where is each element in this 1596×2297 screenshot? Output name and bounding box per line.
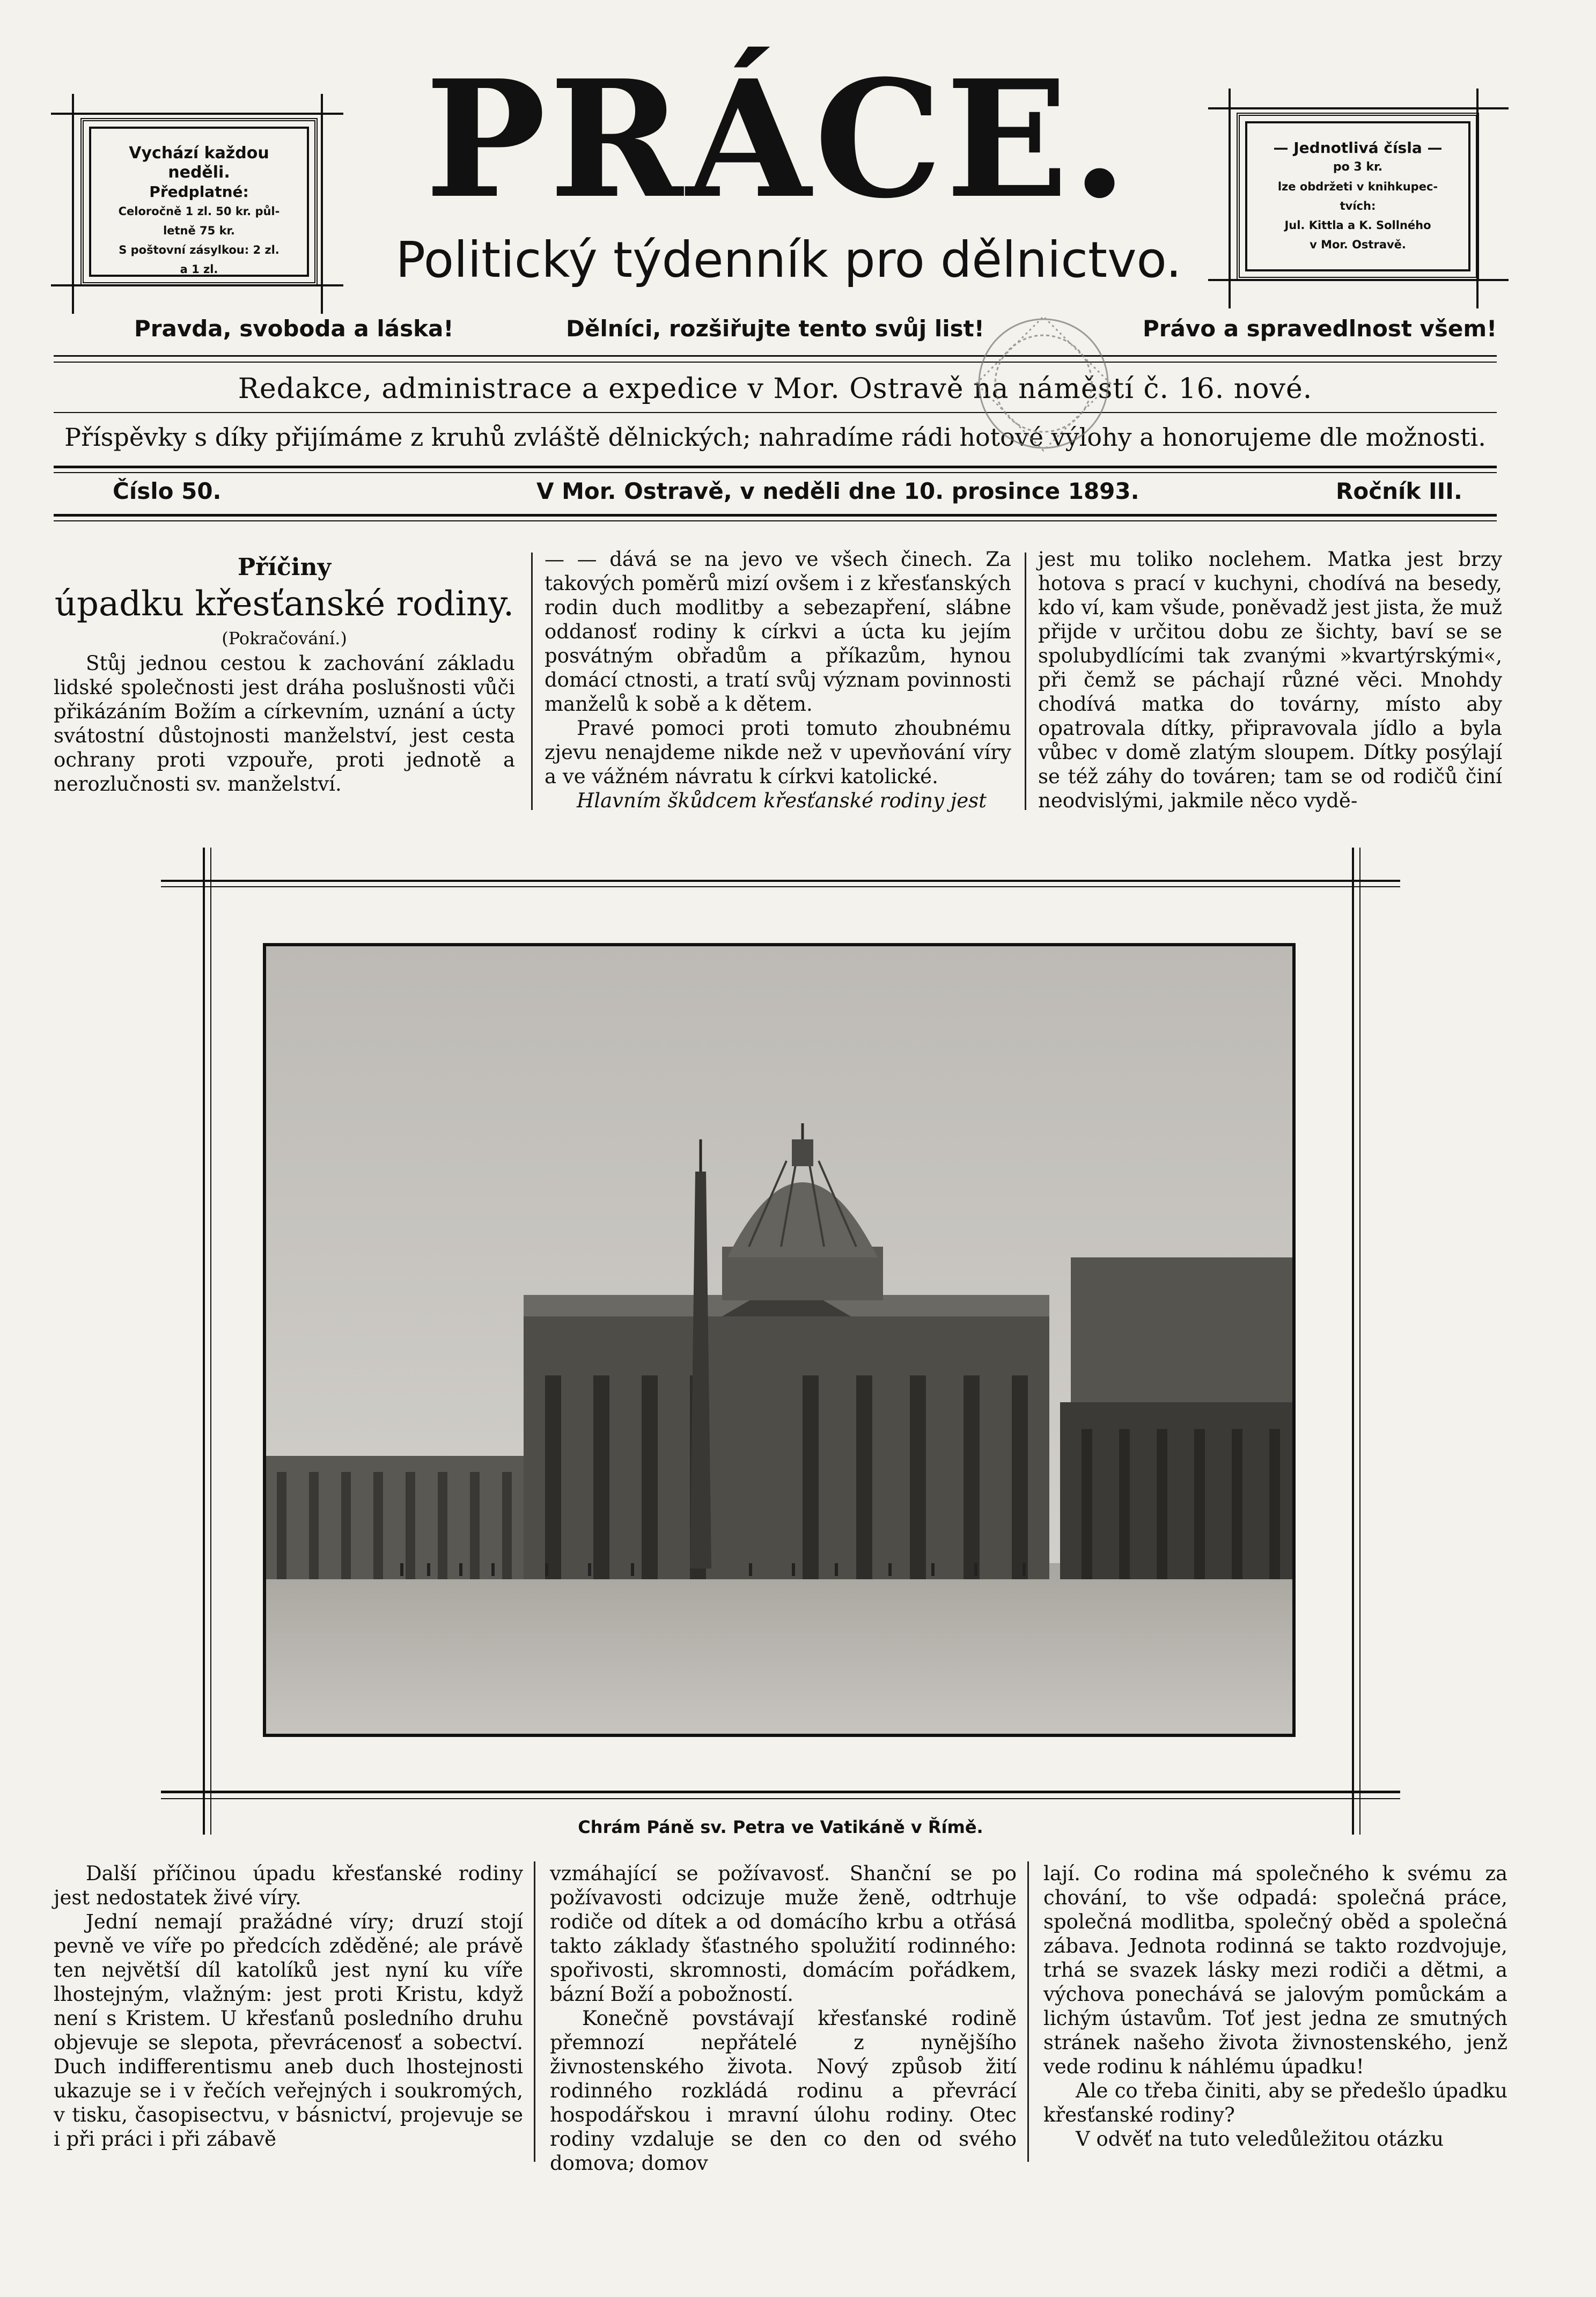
article-paragraph: jest mu toliko noclehem. Matka jest brzy hotova s prací v kuchyni, chodívá na besedy, kdo ví, kam všude, poněvadž jest jista, že muž přijde v určitou dobu ze šichty, baví se se spolubydlícími tak zvanými »kvartýrskými«, při čemž se páchají různé věci. Mnohdy chodívá matka do továrny, místo aby opatrovala dítky, připravovala jídlo a byla vůbec v domě zlatým sloupem. Dítky posýlají se též záhy do továren; tam se od rodičů činí neodvislými, jakmile něco vydě- (1038, 548, 1502, 812)
single-issue-line-4: tvích: (1340, 200, 1376, 212)
single-issue-box (1237, 113, 1479, 280)
right-box-rule-left (1229, 89, 1231, 308)
frame-rule-left (203, 848, 205, 1835)
article-paragraph: Ale co třeba činiti, aby se předešlo úpadku křesťanské rodiny? (1043, 2079, 1507, 2126)
article-column-6 (1043, 1861, 1507, 2151)
masthead-rule-3 (54, 466, 1497, 468)
frame-rule-right (1352, 848, 1354, 1835)
newspaper-title: PRÁCE. (425, 45, 1131, 234)
single-issue-line-6: v Mor. Ostravě. (1310, 238, 1406, 251)
left-box-rule-right (321, 94, 323, 314)
column-divider (531, 553, 533, 810)
newspaper-subtitle: Politický týdenník pro dělnictvo. (395, 231, 1182, 289)
single-issue-line-5: Jul. Kittla a K. Sollného (1284, 219, 1431, 232)
single-issue-line-3: lze obdržeti v knihkupec- (1277, 180, 1438, 193)
article-paragraph: Jední nemají pražádné víry; druzí stojí pevně ve víře po předcích zděděné; ale právě ten největší díl katolíků jest nyní ku víře lhostejným, vlažným: jest proti Kristu, když není s Kristem. U křesťanů posledního druhu objevuje se slepota, převrácenosť a sobectví. Duch indifferentismu aneb duch lhostejnosti ukazuje se i v řečích veřejných i soukromých, v tisku, časopisectvu, v básnictví, projevuje se i při práci i při zábavě (54, 1910, 523, 2151)
issue-date: V Mor. Ostravě, v neděli dne 10. prosince 1893. (536, 478, 1139, 504)
column-divider (1027, 1861, 1029, 2162)
column-divider (1025, 553, 1026, 810)
article-column-5 (550, 1861, 1017, 2175)
masthead-rule-1b (54, 362, 1497, 363)
article-column-1 (54, 553, 515, 796)
masthead-rule-1 (54, 355, 1497, 357)
article-paragraph: Další příčinou úpadu křesťanské rodiny jest nedostatek živé víry. (54, 1862, 523, 1909)
article-continued: (Pokračování.) (222, 628, 347, 649)
subscription-line-4: letně 75 kr. (163, 224, 235, 237)
article-paragraph: V odvěť na tuto veledůležitou otázku (1076, 2127, 1444, 2151)
masthead-rule-4 (54, 514, 1497, 517)
subscription-box (80, 118, 318, 285)
article-title: úpadku křesťanské rodiny. (54, 584, 514, 624)
article-paragraph: Hlavním škůdcem křesťanské rodiny jest (577, 789, 987, 812)
basilica-illustration (266, 946, 1292, 1734)
volume-number: Ročník III. (1336, 478, 1462, 504)
masthead-rule-4b (54, 520, 1497, 521)
frame-rule-top (161, 880, 1400, 882)
frame-rule-bottom (161, 1791, 1400, 1793)
masthead-rule-2 (54, 412, 1497, 413)
article-column-3 (1038, 547, 1502, 813)
figure-caption: Chrám Páně sv. Petra ve Vatikáně v Římě. (578, 1817, 983, 1837)
motto-right: Právo a spravedlnost všem! (1143, 315, 1497, 342)
postal-stamp (966, 306, 1121, 461)
article-paragraph: Konečně povstávají křesťanské rodině přemnozí nepřátelé z nynějšího živnostenského života. Nový způsob žití rodinného rozkládá rodinu a převrácí hospodářskou i mravní úlohu rodiny. Otec rodiny vzdaluje se den co den od svého domova; domov (550, 2007, 1017, 2175)
issue-number: Číslo 50. (113, 478, 222, 504)
left-box-rule-left (72, 94, 74, 314)
subscription-line-1: Vychází každou neděli. (129, 144, 269, 182)
article-paragraph: Stůj jednou cestou k zachování základu lidské společnosti jest dráha poslušnosti vůči přikázáním Božím a církevním, uznání a úcty svátostní důstojnosti manželství, jest cesta ochrany proti vzpouře, proti jednotě a nerozlučnosti sv. manželství. (54, 652, 515, 796)
column-divider (534, 1861, 535, 2162)
article-paragraph: lají. Co rodina má společného k svému za chování, to vše odpadá: společná práce, společná modlitba, společný oběd a společná zábava. Jednota rodinná se takto rozdvojuje, trhá se svazek lásky mezi rodiči a dětmi, a výchova ponechává se jalovým pomůckám a lichým ústavům. Toť jest jedna ze smutných stránek našeho života živnostenského, jenž vede rodinu k náhlému úpadku! (1043, 1862, 1507, 2078)
right-box-rule-top (1208, 107, 1509, 109)
frame-rule-left-b (210, 848, 211, 1835)
article-kicker: Příčiny (237, 554, 332, 581)
article-paragraph: vzmáhající se požívavosť. Shanční se po požívavosti odcizuje muže ženě, odtrhuje rodiče od dítek a od domácího krbu a otřásá takto základy šťastného spolužití rodinného: spořivosti, skromnosti, domácím pořádkem, bázní Boží a pobožností. (550, 1862, 1017, 2006)
left-box-rule-top (51, 113, 343, 115)
article-column-4 (54, 1861, 523, 2151)
subscription-line-5: S poštovní zásylkou: 2 zl. (119, 244, 280, 256)
frame-rule-right-b (1359, 848, 1360, 1835)
contributions-notice: Příspěvky s díky přijímáme z kruhů zvláště dělnických; nahradíme rádi hotové výlohy a honorujeme dle možnosti. (64, 423, 1486, 452)
single-issue-line-2: po 3 kr. (1333, 160, 1383, 174)
frame-rule-bottom-b (161, 1798, 1400, 1799)
article-paragraph: — — dává se na jevo ve všech činech. Za takových poměrů mizí ovšem i z křesťanských rodin duch modlitby a sebezapření, slábne oddanosť rodiny k církvi a úcta ku jejím posvátným obřadům a příkazům, hynou domácí ctnosti, a tratí svůj význam povinnosti manželů k sobě a k dětem. (545, 548, 1011, 716)
single-issue-line-1: — Jednotlivá čísla — (1273, 139, 1443, 157)
article-column-2 (545, 547, 1011, 813)
motto-left: Pravda, svoboda a láska! (134, 315, 454, 342)
editorial-address: Redakce, administrace a expedice v Mor. Ostravě na náměstí č. 16. nové. (238, 373, 1313, 405)
masthead-rule-3b (54, 472, 1497, 473)
frame-rule-top-b (161, 886, 1400, 887)
subscription-line-6: a 1 zl. (180, 263, 218, 276)
motto-center: Dělníci, rozšiřujte tento svůj list! (566, 315, 984, 342)
subscription-line-2: Předplatné: (149, 183, 249, 201)
article-paragraph: Pravé pomoci proti tomuto zhoubnému zjevu nenajdeme nikde než v upevňování víry a ve vážném návratu k církvi katolické. (545, 717, 1011, 788)
st-peters-basilica-photo (263, 943, 1296, 1737)
subscription-line-3: Celoročně 1 zl. 50 kr. půl- (118, 205, 280, 218)
